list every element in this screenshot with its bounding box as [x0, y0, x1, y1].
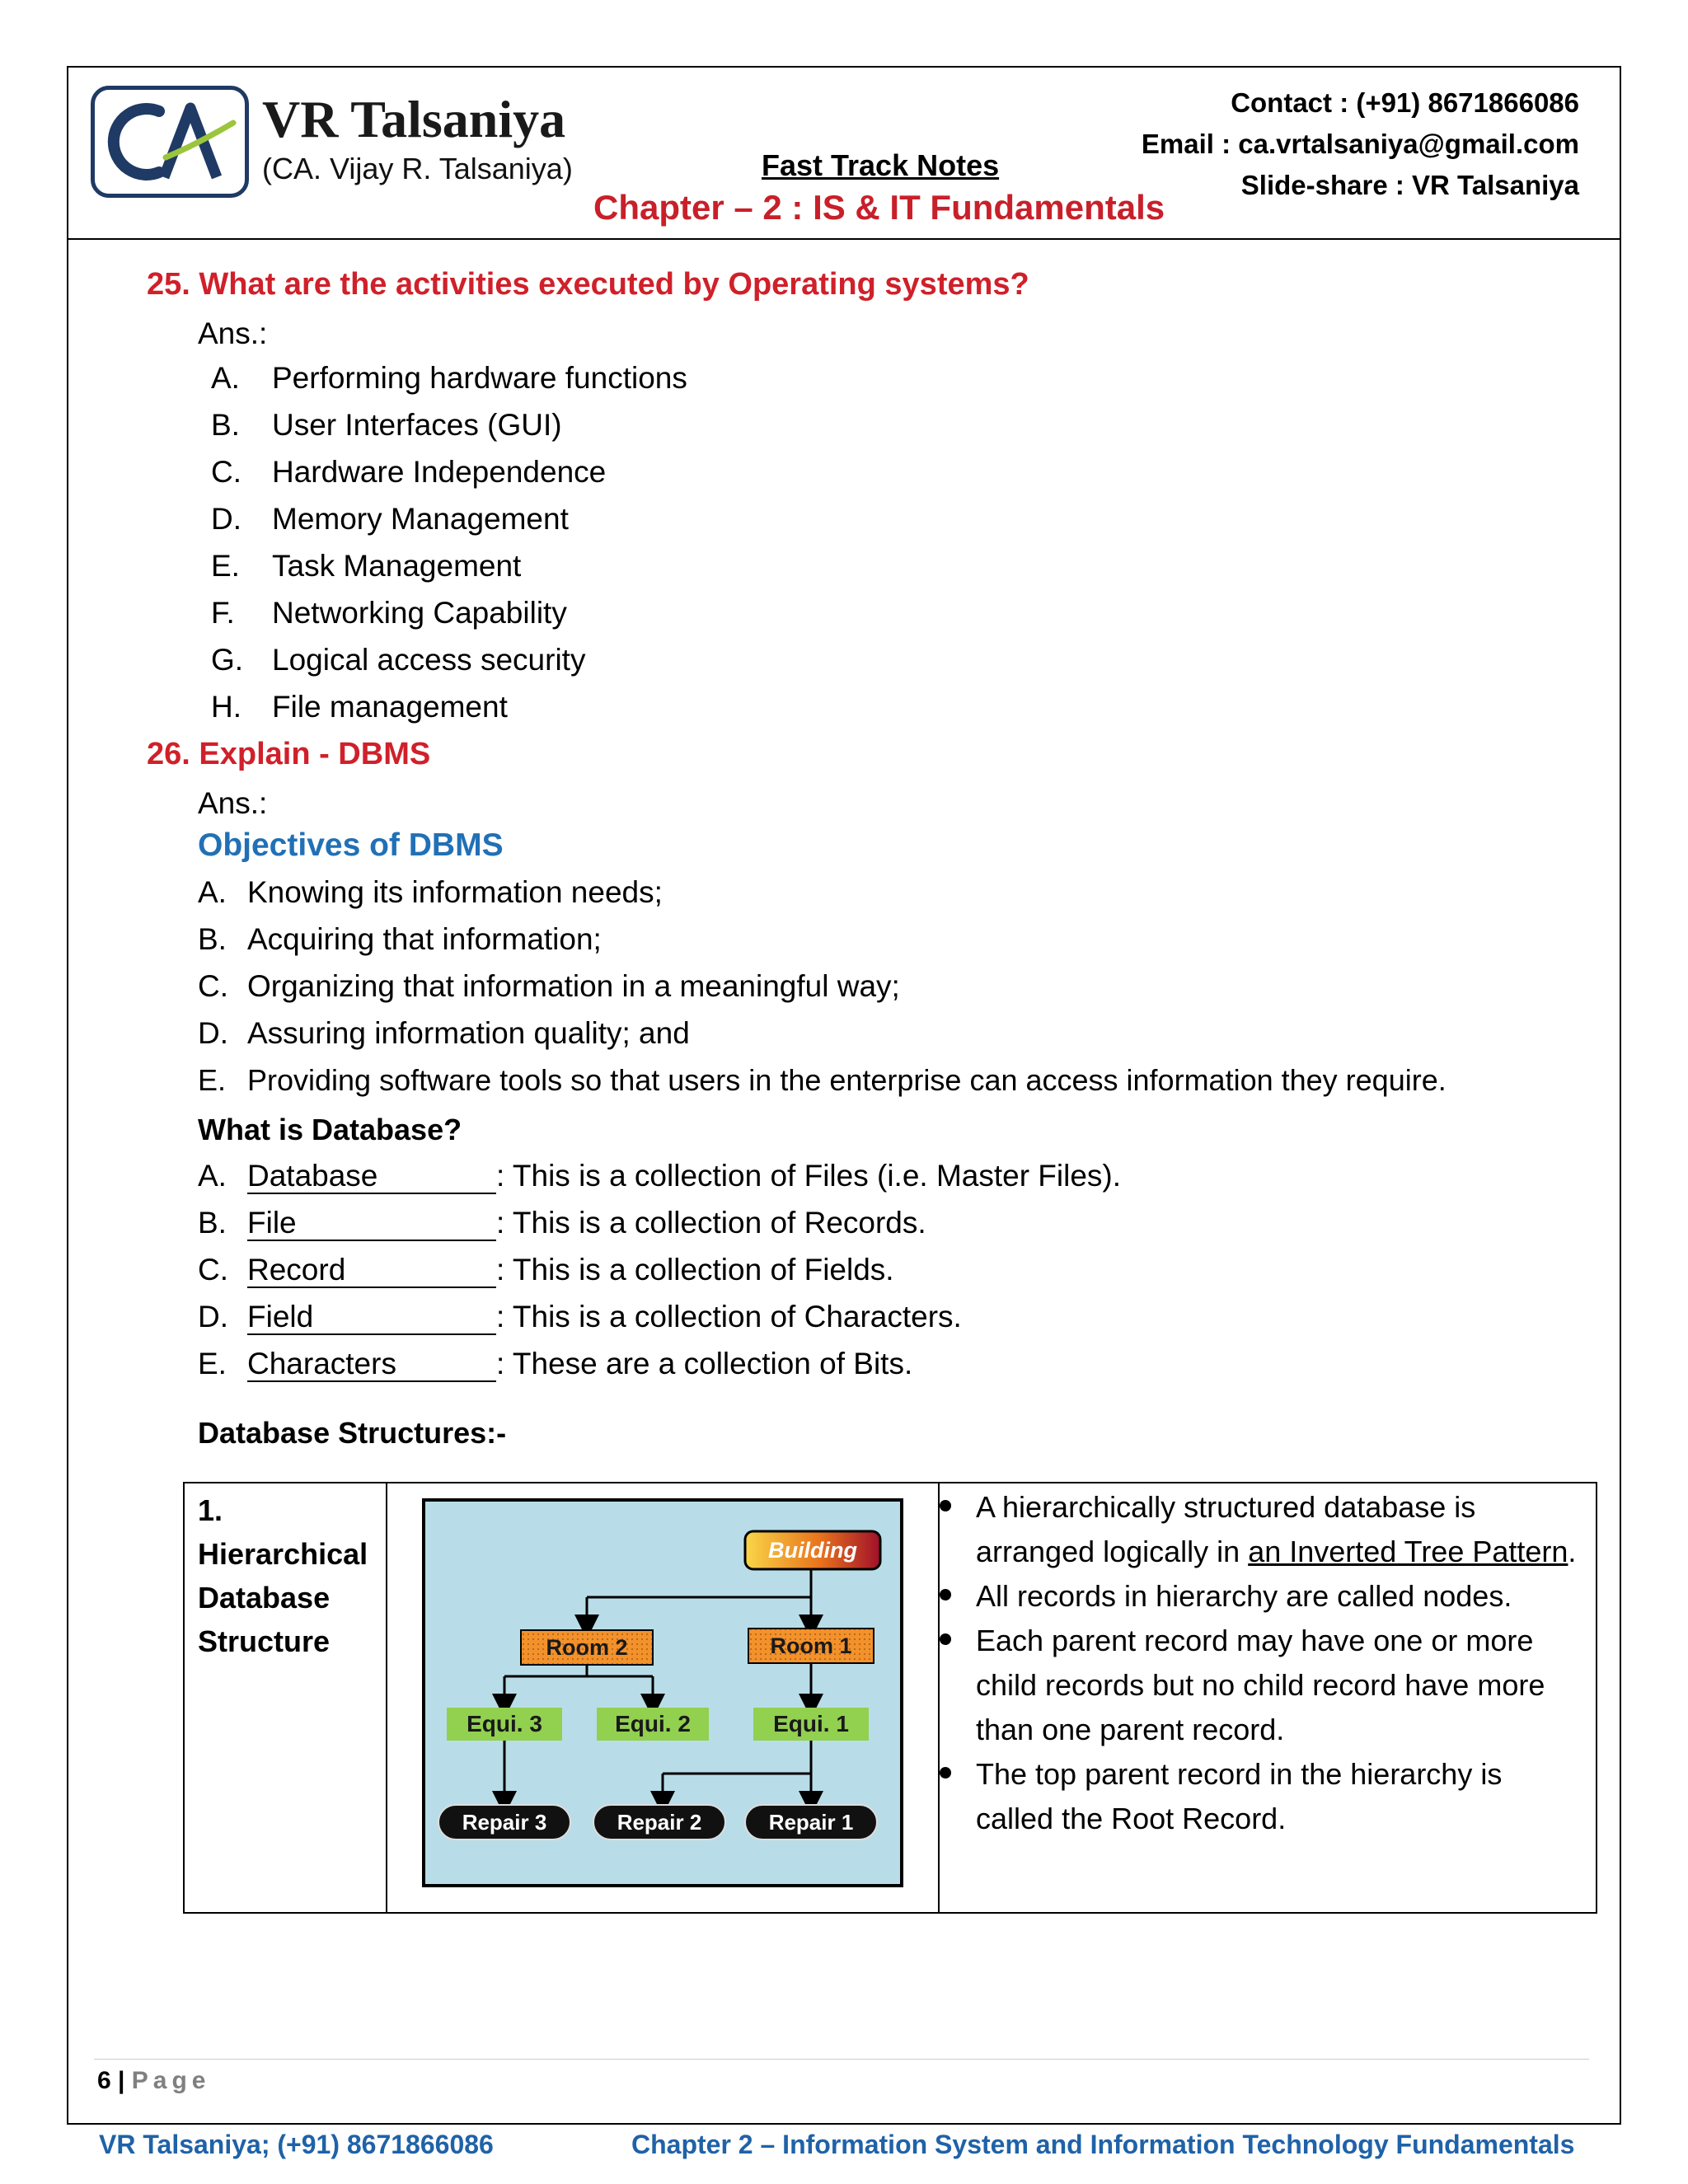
node-room-2-label: Room 2 [546, 1635, 628, 1660]
table-divider [386, 1482, 387, 1914]
node-repair-1-label: Repair 1 [768, 1810, 854, 1835]
term-row: D. Field : This is a collection of Characters. [198, 1300, 962, 1333]
logo-text: CA [95, 90, 96, 91]
footer-divider [94, 2059, 1589, 2060]
term-row: C. Record : This is a collection of Fields. [198, 1253, 894, 1286]
contact-slideshare: Slide-share : VR Talsaniya [1240, 170, 1579, 200]
structure-name-line: Structure [198, 1624, 331, 1658]
term-row: B. File : This is a collection of Records. [198, 1206, 926, 1240]
footer-contact: VR Talsaniya; (+91) 8671866086 [99, 2130, 494, 2159]
list-item: E. Providing software tools so that users in the enterprise can access information they require. [198, 1063, 1447, 1097]
node-building-label: Building [768, 1538, 857, 1563]
answer-label-26: Ans.: [198, 786, 268, 820]
structure-number: 1. [198, 1493, 223, 1527]
list-item: A. Knowing its information needs; [198, 875, 663, 909]
term-row: E. Characters : These are a collection of Bits. [198, 1347, 913, 1380]
database-structures-heading: Database Structures:- [198, 1416, 507, 1450]
node-repair-2-label: Repair 2 [617, 1810, 702, 1835]
chapter-title: Chapter – 2 : IS & IT Fundamentals [593, 188, 1165, 227]
bullet-item: The top parent record in the hierarchy is called the Root Record. [940, 1752, 1582, 1841]
answer-label-25: Ans.: [198, 316, 268, 350]
bullet-item: Each parent record may have one or more child records but no child record have more than one parent record. [940, 1619, 1582, 1752]
list-item: C. Hardware Independence [211, 455, 607, 489]
list-item: G. Logical access security [211, 643, 586, 677]
node-equi-3-label: Equi. 3 [467, 1711, 542, 1736]
page-number: 6 | Page [97, 2067, 211, 2094]
list-item: D. Assuring information quality; and [198, 1016, 690, 1050]
what-is-database-heading: What is Database? [198, 1113, 462, 1146]
node-equi-1-label: Equi. 1 [773, 1711, 849, 1736]
contact-email: Email : ca.vrtalsaniya@gmail.com [1141, 129, 1579, 159]
question-26: 26. Explain - DBMS [147, 737, 431, 771]
objectives-title: Objectives of DBMS [198, 827, 504, 863]
brand-name: VR Talsaniya [262, 90, 566, 148]
list-item: E. Task Management [211, 549, 522, 583]
list-item: D. Memory Management [211, 502, 569, 536]
footer-chapter: Chapter 2 – Information System and Information Technology Fundamentals [631, 2130, 1575, 2159]
structure-name-line: Database [198, 1581, 331, 1615]
fast-track-notes: Fast Track Notes [762, 148, 1000, 182]
contact-phone: Contact : (+91) 8671866086 [1231, 87, 1579, 118]
hierarchy-diagram [422, 1498, 903, 1887]
term-row: A. Database : This is a collection of Files (i.e. Master Files). [198, 1159, 1122, 1193]
list-item: C. Organizing that information in a meaningful way; [198, 969, 900, 1003]
bullet-item: A hierarchically structured database is arranged logically in an Inverted Tree Pattern. [940, 1485, 1582, 1574]
list-item: B. Acquiring that information; [198, 922, 602, 956]
list-item: B. User Interfaces (GUI) [211, 408, 562, 442]
contact-block [1142, 82, 1579, 206]
structure-name-line: Hierarchical [198, 1537, 368, 1571]
list-item: H. File management [211, 690, 508, 724]
list-item: F. Networking Capability [211, 596, 567, 630]
list-item: A. Performing hardware functions [211, 361, 687, 395]
bullet-item: All records in hierarchy are called nodes. [940, 1574, 1582, 1619]
structure-name-cell [198, 1488, 368, 1663]
ca-logo [91, 86, 249, 198]
brand-subtitle: (CA. Vijay R. Talsaniya) [262, 152, 573, 185]
node-repair-3-label: Repair 3 [462, 1810, 547, 1835]
structure-description [940, 1485, 1582, 1841]
question-25: 25. What are the activities executed by Operating systems? [147, 267, 1029, 302]
header-divider [67, 238, 1621, 240]
node-equi-2-label: Equi. 2 [615, 1711, 691, 1736]
node-room-1-label: Room 1 [770, 1633, 852, 1658]
